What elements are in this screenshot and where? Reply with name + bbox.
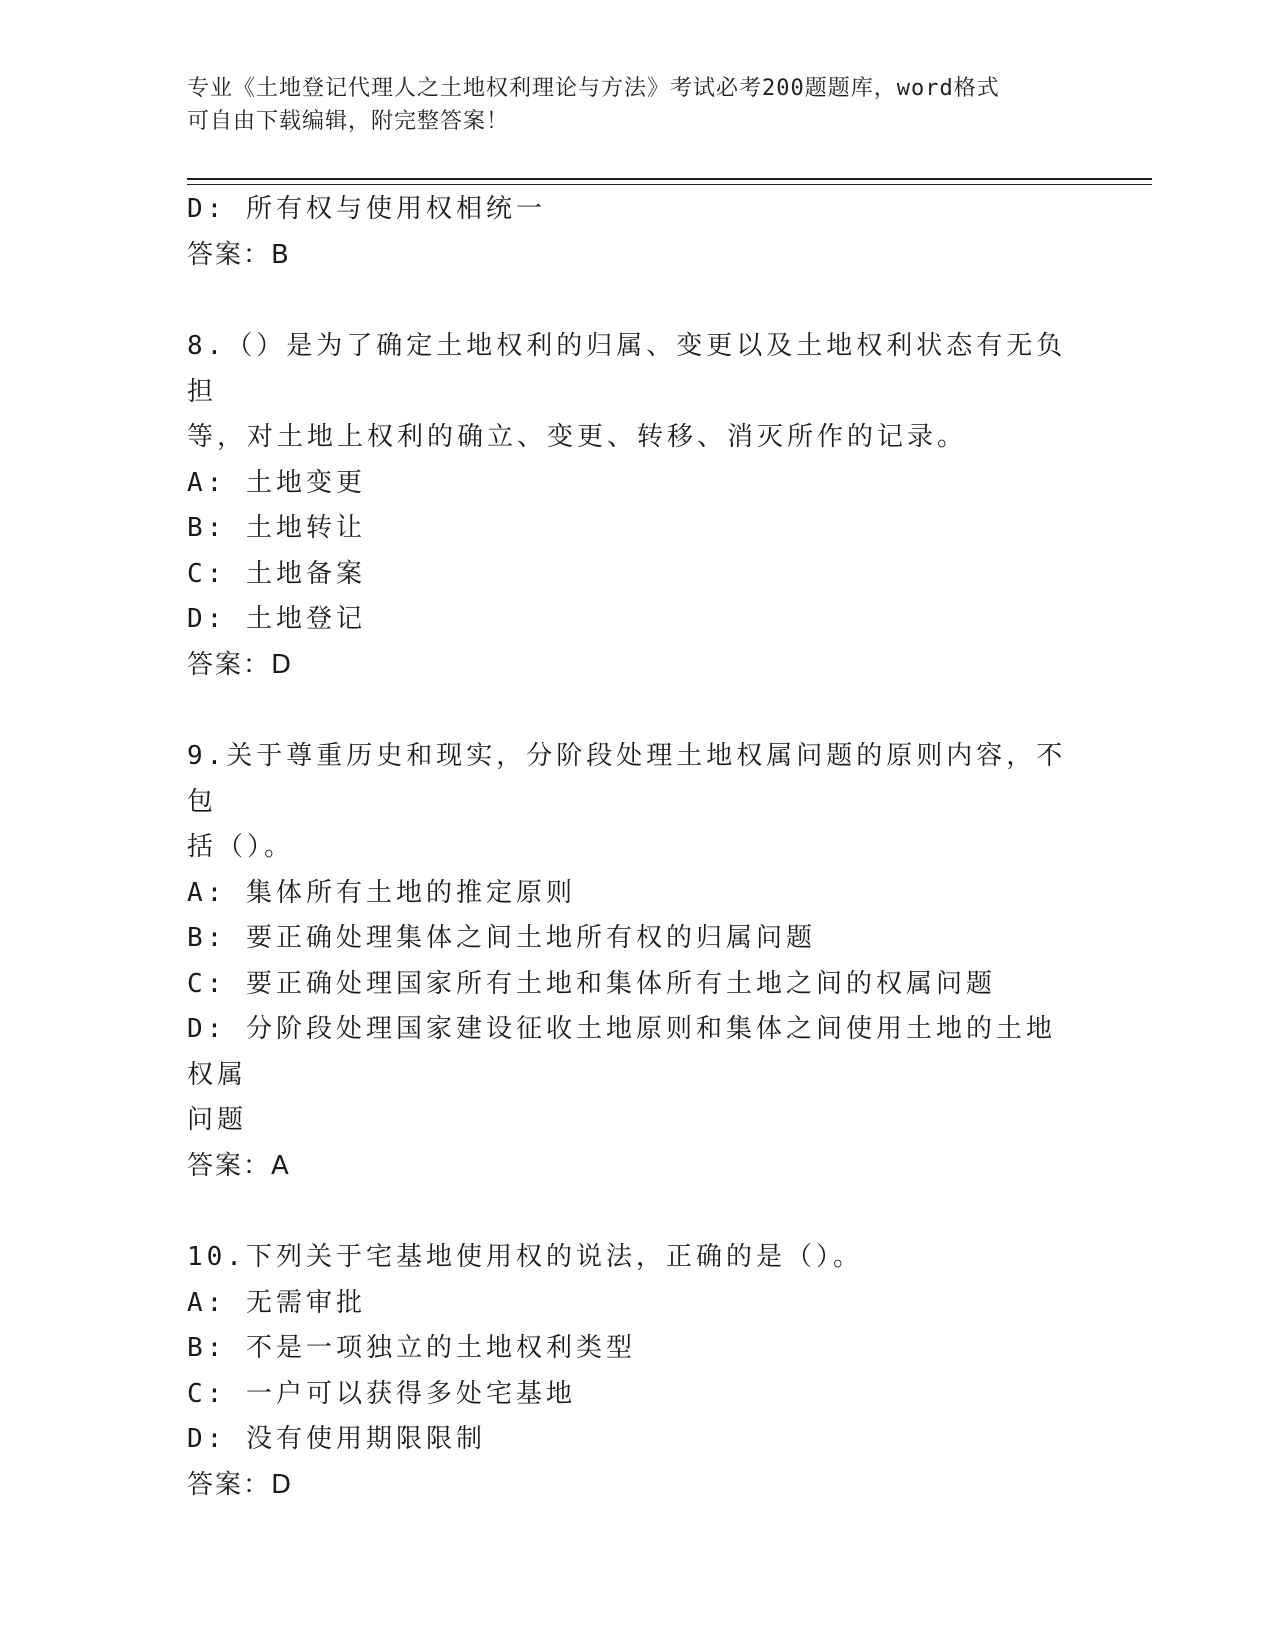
spacer <box>187 688 1077 734</box>
option-c: C: 一户可以获得多处宅基地 <box>187 1378 576 1409</box>
option-d-continued: 问题 <box>187 1105 248 1135</box>
question-stem: 8.（）是为了确定土地权利的归属、变更以及土地权利状态有无负担 <box>187 331 1067 407</box>
question-fragment <box>187 187 1077 278</box>
option-c: C: 土地备案 <box>187 558 366 589</box>
option-b: B: 要正确处理集体之间土地所有权的归属问题 <box>187 923 816 953</box>
question-10 <box>187 1235 1077 1508</box>
spacer <box>187 1189 1077 1235</box>
option-b: B: 不是一项独立的土地权利类型 <box>187 1333 636 1363</box>
option-a: A: 集体所有土地的推定原则 <box>187 877 576 908</box>
header-line-2: 可自由下载编辑，附完整答案！ <box>187 109 510 134</box>
question-stem-continued: 等，对土地上权利的确立、变更、转移、消灭所作的记录。 <box>187 422 968 452</box>
header-line-1: 专业《土地登记代理人之土地权利理论与方法》考试必考200题题库，word格式 <box>187 76 1000 101</box>
document-header <box>187 72 1067 138</box>
answer-line: 答案：D <box>187 649 294 680</box>
spacer <box>187 278 1077 324</box>
option-d: D: 所有权与使用权相统一 <box>187 194 546 224</box>
answer-line: 答案：A <box>187 1150 291 1181</box>
answer-line: 答案：B <box>187 239 291 270</box>
header-divider-thin <box>187 184 1152 185</box>
option-d: D: 土地登记 <box>187 604 366 634</box>
option-a: A: 无需审批 <box>187 1287 366 1318</box>
question-9 <box>187 734 1077 1189</box>
option-b: B: 土地转让 <box>187 513 366 543</box>
header-divider-thick <box>187 178 1152 180</box>
question-stem-continued: 括（）。 <box>187 832 295 862</box>
answer-line: 答案：D <box>187 1469 294 1500</box>
option-a: A: 土地变更 <box>187 467 366 498</box>
option-d: D: 没有使用期限限制 <box>187 1424 486 1454</box>
question-8 <box>187 324 1077 688</box>
question-stem: 9.关于尊重历史和现实，分阶段处理土地权属问题的原则内容，不包 <box>187 741 1067 817</box>
question-stem: 10.下列关于宅基地使用权的说法，正确的是（）。 <box>187 1242 863 1272</box>
option-c: C: 要正确处理国家所有土地和集体所有土地之间的权属问题 <box>187 968 996 999</box>
document-body <box>187 187 1077 1508</box>
option-d: D: 分阶段处理国家建设征收土地原则和集体之间使用土地的土地权属 <box>187 1014 1056 1090</box>
